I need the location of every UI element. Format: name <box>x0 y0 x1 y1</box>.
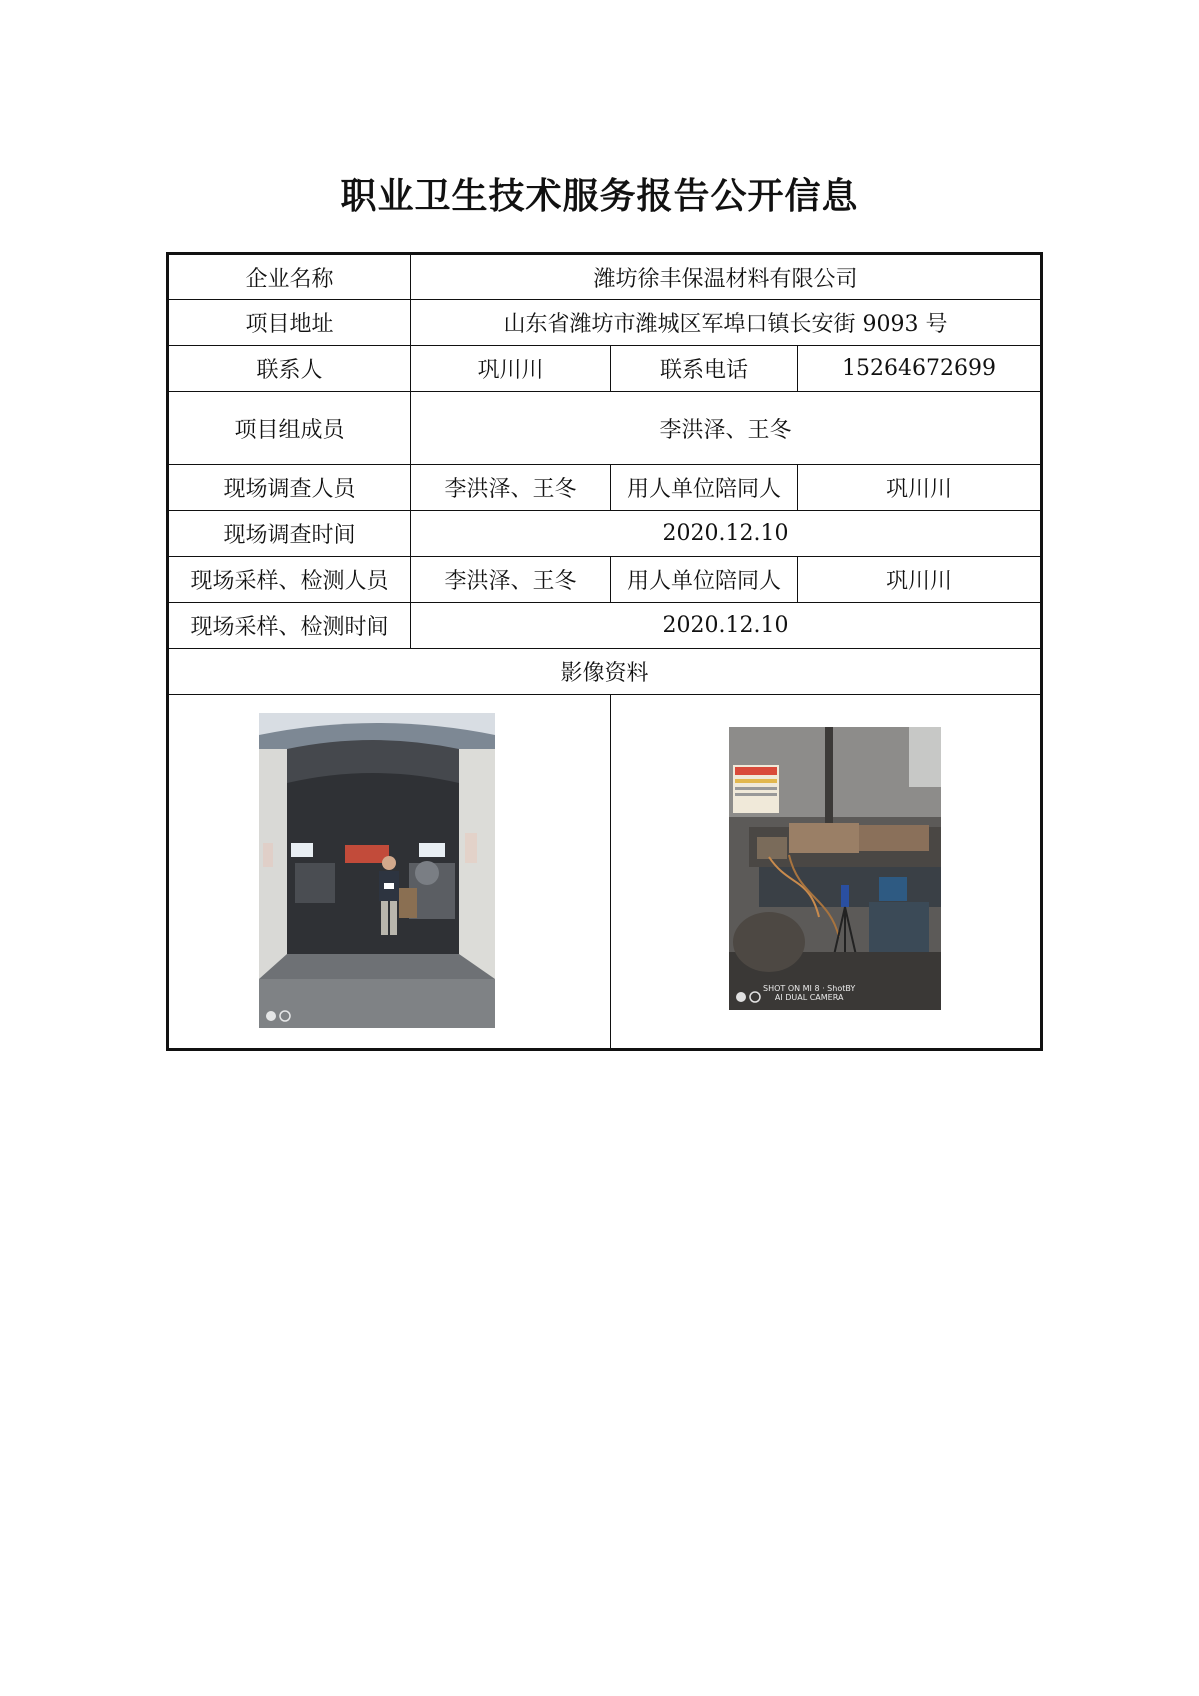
row-company <box>168 254 1042 300</box>
images-label: 影像资料 <box>168 649 1042 695</box>
company-label: 企业名称 <box>168 254 411 300</box>
row-survey-time <box>168 511 1042 557</box>
sampling-staff-value: 李洪泽、王冬 <box>411 557 611 603</box>
photo-cell-right <box>611 695 1042 1050</box>
camera-watermark: SHOT ON MI 8 · ShotBY AI DUAL CAMERA <box>763 984 856 1002</box>
factory-entrance-photo <box>259 713 495 1028</box>
sampling-equipment-photo <box>729 727 941 1010</box>
row-sampling-time <box>168 603 1042 649</box>
survey-time-value: 2020.12.10 <box>411 511 1042 557</box>
sampling-escort-value: 巩川川 <box>798 557 1042 603</box>
contact-label: 联系人 <box>168 346 411 392</box>
row-survey-staff <box>168 465 1042 511</box>
survey-staff-label: 现场调查人员 <box>168 465 411 511</box>
sampling-time-label: 现场采样、检测时间 <box>168 603 411 649</box>
row-images-header <box>168 649 1042 695</box>
members-value: 李洪泽、王冬 <box>411 392 1042 465</box>
company-value: 潍坊徐丰保温材料有限公司 <box>411 254 1042 300</box>
phone-value: 15264672699 <box>798 346 1042 392</box>
phone-label: 联系电话 <box>611 346 798 392</box>
sampling-time-value: 2020.12.10 <box>411 603 1042 649</box>
report-title: 职业卫生技术服务报告公开信息 <box>340 176 859 217</box>
survey-staff-value: 李洪泽、王冬 <box>411 465 611 511</box>
sampling-equipment-image <box>729 727 941 1010</box>
row-contact <box>168 346 1042 392</box>
contact-value: 巩川川 <box>411 346 611 392</box>
members-label: 项目组成员 <box>168 392 411 465</box>
address-label: 项目地址 <box>168 300 411 346</box>
row-members <box>168 392 1042 465</box>
factory-entrance-image <box>259 713 495 1028</box>
photo-cell-left <box>168 695 611 1050</box>
survey-escort-value: 巩川川 <box>798 465 1042 511</box>
sampling-staff-label: 现场采样、检测人员 <box>168 557 411 603</box>
row-sampling-staff <box>168 557 1042 603</box>
survey-escort-label: 用人单位陪同人 <box>611 465 798 511</box>
row-address <box>168 300 1042 346</box>
row-photos <box>168 695 1042 1050</box>
survey-time-label: 现场调查时间 <box>168 511 411 557</box>
address-value: 山东省潍坊市潍城区军埠口镇长安街 9093 号 <box>411 300 1042 346</box>
info-table <box>166 252 1043 1051</box>
sampling-escort-label: 用人单位陪同人 <box>611 557 798 603</box>
